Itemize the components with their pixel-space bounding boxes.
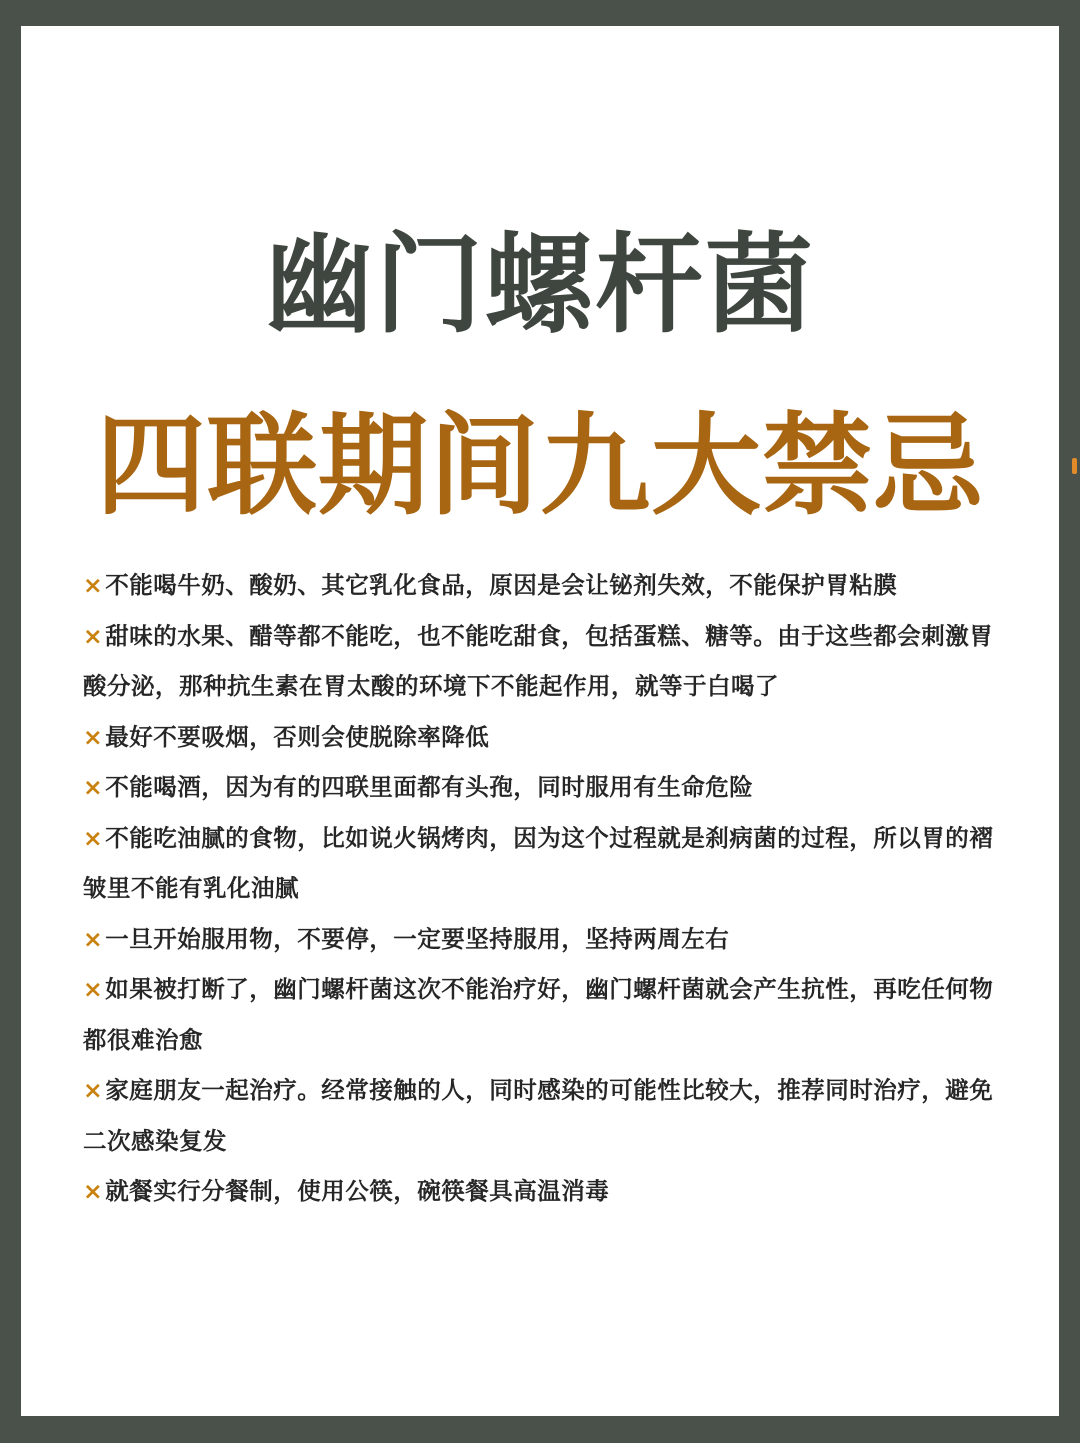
rule-text: 就餐实行分餐制，使用公筷，碗筷餐具高温消毒 (105, 1177, 610, 1205)
list-item (83, 914, 1003, 965)
list-item (83, 560, 1003, 611)
list-item (83, 813, 1003, 914)
cross-icon: × (83, 1177, 104, 1205)
rule-text: 家庭朋友一起治疗。经常接触的人，同时感染的可能性比较大，推荐同时治疗，避免二次感染复发 (83, 1076, 994, 1155)
rule-text: 不能喝牛奶、酸奶、其它乳化食品，原因是会让铋剂失效，不能保护胃粘膜 (105, 571, 898, 599)
rule-text: 甜味的水果、醋等都不能吃，也不能吃甜食，包括蛋糕、糖等。由于这些都会刺激胃酸分泌，那种抗生素在胃太酸的环境下不能起作用，就等于白喝了 (83, 621, 994, 700)
rule-text: 一旦开始服用物，不要停，一定要坚持服用，坚持两周左右 (105, 924, 730, 953)
list-item (83, 712, 1003, 763)
list-item (83, 611, 1003, 712)
list-item (83, 1065, 1003, 1166)
page-title: 幽门螺杆菌 (264, 223, 815, 348)
poster-card (21, 26, 1059, 1416)
rule-text: 最好不要吸烟，否则会使脱除率降低 (105, 722, 490, 751)
cross-icon: × (83, 823, 104, 852)
cross-icon: × (83, 975, 104, 1003)
cross-icon: × (83, 621, 104, 650)
rule-text: 不能喝酒，因为有的四联里面都有头孢，同时服用有生命危险 (105, 773, 754, 801)
cross-icon: × (83, 773, 104, 801)
rule-text: 不能吃油腻的食物，比如说火锅烤肉，因为这个过程就是刹病菌的过程，所以胃的褶皱里不能有乳化油腻 (83, 823, 994, 902)
list-item (83, 964, 1003, 1065)
rules-list (83, 560, 1003, 1217)
page-subtitle: 四联期间九大禁忌 (96, 402, 984, 530)
list-item (83, 762, 1003, 813)
list-item (83, 1166, 1003, 1217)
cross-icon: × (83, 571, 104, 599)
cross-icon: × (83, 722, 104, 751)
cross-icon: × (83, 924, 104, 953)
cross-icon: × (83, 1076, 104, 1104)
edge-marker (1072, 458, 1077, 474)
rule-text: 如果被打断了，幽门螺杆菌这次不能治疗好，幽门螺杆菌就会产生抗性，再吃任何物都很难治愈 (83, 975, 994, 1054)
